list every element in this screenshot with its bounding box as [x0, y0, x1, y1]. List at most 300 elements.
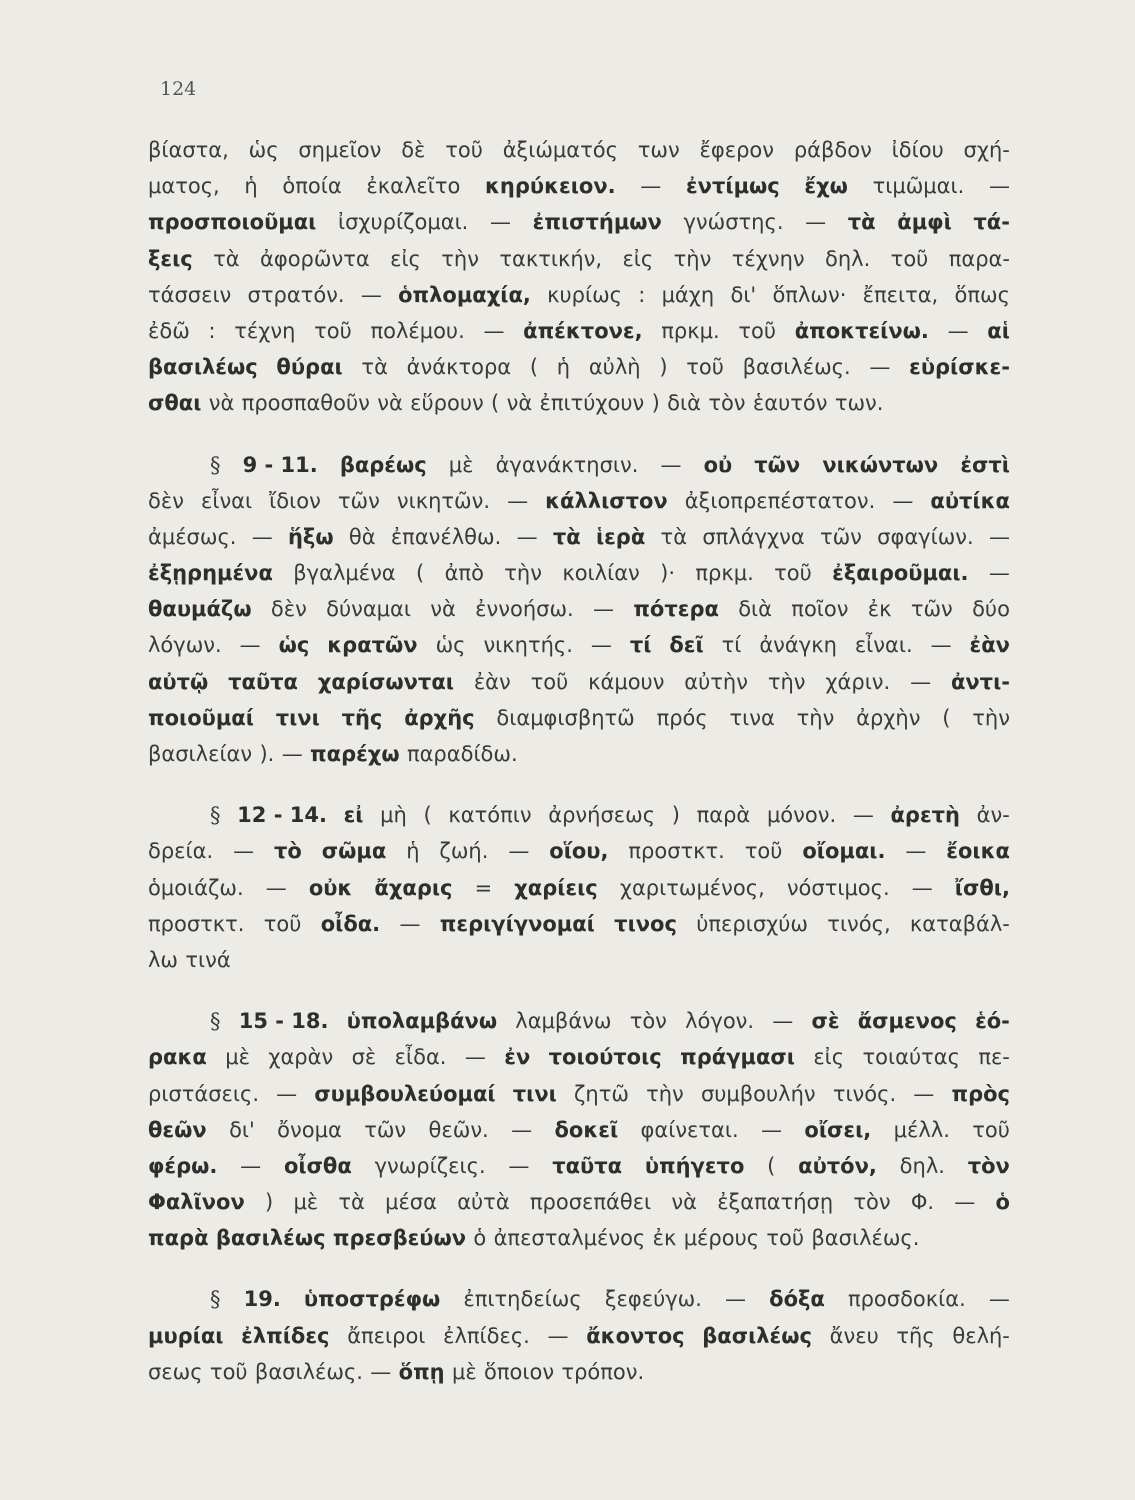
- text-line: [148, 942, 1010, 978]
- gloss-word: —: [399, 911, 421, 936]
- word: [344, 797, 364, 833]
- gloss-word: τοῦ: [766, 1226, 805, 1251]
- word: [185, 942, 230, 978]
- text-line: [148, 1354, 1010, 1390]
- word: [942, 700, 950, 736]
- word: [225, 1039, 250, 1075]
- text-line: [148, 483, 1010, 519]
- word: [725, 1281, 746, 1317]
- gloss-word: τινά: [185, 947, 231, 972]
- word: [380, 797, 407, 833]
- gloss-word: νόστιμος.: [786, 875, 890, 900]
- gloss-word: —: [910, 669, 932, 694]
- word: [148, 519, 236, 555]
- gloss-word: ἀξιοπρεπέστατον.: [684, 488, 876, 513]
- gloss-word: τιμῶμαι.: [872, 174, 965, 199]
- gloss-word: —: [276, 1081, 298, 1106]
- word: [596, 519, 645, 555]
- word: [410, 385, 484, 421]
- gloss-word: μόνον.: [766, 803, 837, 828]
- word: [804, 168, 848, 204]
- word: [795, 313, 929, 349]
- gloss-word: (: [416, 561, 425, 586]
- gloss-word: ὡς: [248, 138, 279, 162]
- text-line: [148, 1112, 1010, 1148]
- gloss-word: τὴν: [972, 705, 1010, 730]
- word: [298, 132, 381, 168]
- word: [804, 1112, 871, 1148]
- gloss-word: :: [638, 282, 646, 307]
- gloss-word: δρεία.: [148, 839, 214, 864]
- gloss-word: —: [233, 839, 255, 864]
- gloss-word: —: [240, 1153, 262, 1178]
- word: [661, 519, 688, 555]
- word: [375, 1148, 486, 1184]
- section-mark: §: [210, 803, 221, 828]
- gloss-word: πρός: [656, 705, 708, 730]
- lemma-term: τὰ: [552, 524, 581, 549]
- word: [802, 833, 885, 869]
- word: [964, 132, 1010, 168]
- word: [293, 1184, 318, 1220]
- lemma-term: παρέχω: [310, 742, 400, 766]
- word: [812, 1003, 840, 1039]
- word: [540, 385, 645, 421]
- gloss-word: εἰς: [622, 246, 654, 271]
- gloss-word: τῶν: [364, 1117, 407, 1142]
- word: [494, 1220, 646, 1256]
- word: [407, 349, 511, 385]
- lemma-term: συμβουλεύομαί: [314, 1081, 496, 1106]
- word: [946, 833, 1010, 869]
- gloss-word: τρόπον.: [561, 1359, 645, 1384]
- word: [503, 132, 618, 168]
- gloss-word: τὴν: [673, 246, 712, 271]
- paragraph-gap: [148, 1256, 1010, 1281]
- word: [441, 241, 479, 277]
- gloss-word: κοιλίαν: [562, 561, 640, 586]
- word: [314, 1076, 495, 1112]
- word: [370, 313, 464, 349]
- gloss-word: σφαγίων.: [877, 524, 974, 549]
- word: [228, 664, 298, 700]
- word: [276, 349, 342, 385]
- gloss-word: νὰ: [430, 597, 456, 622]
- word: [213, 241, 240, 277]
- gloss-word: —: [988, 1287, 1010, 1312]
- word: [255, 1354, 363, 1390]
- gloss-word: δὲν: [270, 597, 307, 622]
- word: [685, 1003, 754, 1039]
- word: [148, 132, 229, 168]
- word: [645, 1148, 745, 1184]
- word: [900, 1148, 945, 1184]
- lemma-term: νικώντων: [822, 452, 939, 477]
- lemma-term: τὸν: [967, 1153, 1010, 1178]
- section-mark: §: [210, 1009, 221, 1034]
- lemma-term: ἀποκτείνω.: [794, 318, 929, 343]
- word: [732, 241, 805, 277]
- gloss-word: εἶδα.: [394, 1045, 447, 1070]
- word: [686, 349, 724, 385]
- gloss-word: τοῦ: [738, 318, 777, 343]
- gloss-word: τοῦ: [744, 839, 783, 864]
- word: [338, 483, 380, 519]
- gloss-word: —: [947, 318, 969, 343]
- word: [269, 483, 321, 519]
- word: [858, 1003, 957, 1039]
- word: [695, 555, 753, 591]
- lemma-term: θύραι: [276, 355, 343, 380]
- lemma-term: ἐντίμως: [685, 174, 780, 199]
- gloss-word: μὲ: [225, 1045, 250, 1070]
- text-line: [148, 797, 1010, 833]
- gloss-word: ἐκ: [652, 1226, 677, 1251]
- gloss-word: λόγον.: [685, 1009, 755, 1034]
- lemma-term: πράγμασι: [680, 1045, 795, 1070]
- gloss-word: τὸν: [629, 1009, 667, 1034]
- word: [989, 519, 1010, 555]
- lemma-term: εὑρίσκε-: [909, 355, 1010, 380]
- gloss-word: ἀνάκτορα: [406, 355, 512, 380]
- lemma-term: ἐξῃρημένα: [148, 561, 273, 586]
- word: [702, 1318, 812, 1354]
- word: [553, 519, 581, 555]
- lemma-term: δεῖ: [669, 633, 704, 658]
- word: [972, 700, 1010, 736]
- gloss-word: κάμουν: [588, 669, 665, 694]
- gloss-word: τοῦ: [445, 138, 483, 162]
- word: [349, 519, 376, 555]
- gloss-word: ζητῶ: [573, 1081, 629, 1106]
- word: [661, 313, 719, 349]
- gloss-word: ἔπειτα,: [862, 282, 939, 307]
- word: [496, 700, 634, 736]
- word: [630, 627, 652, 663]
- word: [490, 204, 511, 240]
- word: [949, 241, 1010, 277]
- lemma-term: περιγίγνομαί: [439, 911, 595, 936]
- text-line: [148, 519, 1010, 555]
- gloss-word: δὲ: [401, 138, 426, 162]
- lemma-term: κηρύκειον.: [485, 174, 616, 199]
- text-line: [148, 313, 1010, 349]
- lemma-term: ἥξω: [287, 524, 334, 549]
- word: [930, 483, 1010, 519]
- gloss-word: πρκμ.: [661, 318, 720, 343]
- lemma-term: σὲ: [811, 1009, 840, 1034]
- gloss-word: )·: [660, 561, 675, 586]
- word: [259, 736, 274, 772]
- gloss-word: νὰ: [506, 391, 533, 416]
- word: [549, 1039, 662, 1075]
- gloss-word: προσεπάθει: [529, 1190, 652, 1215]
- gloss-word: τῶν: [337, 488, 380, 513]
- word: [361, 277, 382, 313]
- lemma-term: βασιλέως: [215, 1226, 326, 1251]
- lemma-term: ἐπιστήμων: [532, 210, 662, 235]
- lemma-term: τῶν: [754, 452, 801, 477]
- gloss-word: μέλλ.: [893, 1117, 950, 1142]
- word: [530, 1184, 651, 1220]
- word: [641, 1112, 739, 1148]
- word: [399, 1354, 445, 1390]
- gloss-word: αὐτὰ: [457, 1190, 510, 1215]
- gloss-word: —: [593, 597, 615, 622]
- word: [591, 627, 612, 663]
- gloss-word: πρκμ.: [695, 561, 754, 586]
- word: [855, 627, 913, 663]
- word: [708, 385, 745, 421]
- word: [496, 447, 639, 483]
- word: [868, 591, 892, 627]
- lemma-term: ὑπήγετο: [644, 1153, 745, 1178]
- lemma-term: σθαι: [148, 391, 202, 416]
- gloss-word: εἶναι.: [854, 633, 913, 658]
- word: [404, 700, 474, 736]
- word: [429, 1112, 489, 1148]
- gloss-word: βγαλμένα: [293, 561, 396, 586]
- word: [931, 627, 952, 663]
- word: [465, 1039, 486, 1075]
- word: [268, 1039, 333, 1075]
- gloss-word: —: [660, 452, 682, 477]
- word: [530, 349, 538, 385]
- lemma-term: σῶμα: [321, 839, 387, 864]
- lemma-term: αἱ: [987, 318, 1010, 343]
- gloss-word: τῶν: [819, 524, 862, 549]
- word: [243, 447, 318, 483]
- gloss-word: ἀρχὴν: [856, 705, 921, 730]
- word: [766, 1220, 804, 1256]
- word: [975, 1003, 1010, 1039]
- gloss-word: θὰ: [348, 524, 376, 549]
- word: [148, 591, 252, 627]
- gloss-word: Φ.: [910, 1190, 935, 1215]
- gloss-word: μέσα: [385, 1190, 437, 1215]
- lemma-term: οἶσθα: [283, 1153, 352, 1178]
- word: [377, 385, 403, 421]
- gloss-word: ζωή.: [439, 839, 489, 864]
- word: [848, 1281, 966, 1317]
- word: [507, 385, 533, 421]
- text-line: [148, 591, 1010, 627]
- lemma-term: θαυμάζω: [148, 597, 252, 622]
- gloss-word: παρὰ: [696, 803, 751, 828]
- word: [652, 385, 660, 421]
- gloss-word: ἔφερον: [699, 138, 775, 162]
- paragraph: [148, 1003, 1010, 1256]
- lemma-term: ἀπέκτονε,: [523, 318, 643, 343]
- gloss-word: ἐκαλεῖτο: [366, 174, 461, 199]
- word: [955, 870, 1010, 906]
- lemma-term: ξεις: [148, 246, 193, 271]
- lemma-term: ὑποστρέφω: [303, 1287, 441, 1312]
- gloss-word: πε-: [978, 1045, 1010, 1070]
- gloss-word: μὲ: [293, 1190, 319, 1215]
- word: [827, 906, 890, 942]
- word: [848, 204, 876, 240]
- gloss-word: βίαστα,: [148, 138, 229, 162]
- gloss-word: —: [640, 174, 662, 199]
- lemma-term: οἶδα.: [320, 911, 381, 936]
- word: [148, 277, 231, 313]
- word: [614, 906, 677, 942]
- word: [321, 906, 380, 942]
- word: [672, 797, 680, 833]
- word: [445, 132, 483, 168]
- gloss-word: τί: [721, 633, 742, 658]
- word: [148, 736, 252, 772]
- gloss-word: :: [208, 318, 216, 343]
- gloss-word: —: [761, 1117, 783, 1142]
- gloss-word: τέχνην: [731, 246, 805, 271]
- gloss-word: —: [251, 524, 273, 549]
- word: [892, 132, 944, 168]
- paragraph-gap: [148, 772, 1010, 797]
- word: [863, 1039, 960, 1075]
- word: [574, 1076, 629, 1112]
- gloss-word: γνωρίζεις.: [374, 1153, 486, 1178]
- word: [853, 1184, 890, 1220]
- lemma-term: τί: [629, 633, 652, 658]
- lemma-term: τῆς: [341, 705, 383, 730]
- text-line: [148, 349, 1010, 385]
- lemma-term: πρὸς: [951, 1081, 1010, 1106]
- word: [662, 277, 715, 313]
- gloss-word: κυρίως: [547, 282, 622, 307]
- lemma-term: ποιοῦμαί: [148, 705, 254, 730]
- gloss-word: —: [507, 488, 529, 513]
- lemma-term: 12 - 14.: [237, 803, 327, 828]
- text-line: [148, 277, 1010, 313]
- word: [630, 1003, 667, 1039]
- text-line: [148, 1003, 1010, 1039]
- word: [547, 277, 622, 313]
- word: [397, 483, 490, 519]
- word: [978, 1039, 1010, 1075]
- gloss-word: —: [988, 524, 1010, 549]
- gloss-word: προσδοκία.: [847, 1287, 966, 1312]
- word: [761, 1112, 782, 1148]
- gloss-word: εἶναι: [200, 488, 253, 513]
- word: [661, 447, 682, 483]
- gloss-word: τινός,: [827, 911, 891, 936]
- word: [385, 1184, 437, 1220]
- lemma-term: τὸ: [274, 839, 302, 864]
- gloss-word: —: [911, 875, 933, 900]
- word: [759, 627, 837, 663]
- word: [209, 385, 235, 421]
- gloss-word: θεῶν.: [428, 1117, 489, 1142]
- word: [533, 204, 662, 240]
- gloss-word: (: [491, 391, 500, 416]
- gloss-word: δὲν: [148, 488, 184, 513]
- word: [148, 664, 208, 700]
- gloss-word: ἄπειροι: [347, 1323, 426, 1348]
- word: [589, 349, 641, 385]
- word: [148, 483, 184, 519]
- word: [856, 700, 920, 736]
- gloss-word: —: [869, 355, 891, 380]
- gloss-word: βασιλείαν: [148, 742, 253, 766]
- gloss-word: των: [637, 138, 680, 162]
- word: [767, 797, 836, 833]
- lemma-term: ἐλπίδες: [241, 1323, 330, 1348]
- word: [148, 1184, 245, 1220]
- word: [475, 591, 574, 627]
- gloss-word: τινός.: [832, 1081, 897, 1106]
- gloss-word: ὑπερισχύω: [696, 911, 808, 936]
- gloss-word: ).: [259, 742, 275, 766]
- lemma-term: παρὰ: [148, 1226, 209, 1251]
- gloss-word: ἰσχυρίζομαι.: [337, 210, 469, 235]
- lemma-term: μυρίαι: [148, 1323, 224, 1348]
- text-line: [148, 447, 1010, 483]
- word: [730, 700, 775, 736]
- lemma-term: ἑό-: [975, 1009, 1010, 1034]
- word: [507, 483, 528, 519]
- word: [987, 313, 1010, 349]
- word: [249, 132, 279, 168]
- gloss-word: —: [265, 875, 287, 900]
- gloss-word: —: [508, 1153, 530, 1178]
- word: [531, 664, 569, 700]
- word: [210, 447, 221, 483]
- word: [622, 241, 653, 277]
- gloss-word: διὰ: [667, 391, 701, 416]
- word: [894, 1112, 950, 1148]
- word: [399, 906, 420, 942]
- word: [452, 1354, 477, 1390]
- gloss-word: δύο: [972, 597, 1010, 622]
- word: [395, 1039, 447, 1075]
- gloss-word: γνώστης.: [683, 210, 784, 235]
- word: [282, 736, 303, 772]
- text-line: [148, 1281, 1010, 1317]
- word: [485, 168, 616, 204]
- gloss-word: —: [805, 210, 827, 235]
- word: [684, 664, 748, 700]
- word: [891, 241, 929, 277]
- word: [457, 1184, 509, 1220]
- word: [364, 1112, 406, 1148]
- lemma-term: ὑπολαμβάνω: [346, 1009, 498, 1034]
- gloss-word: τῶν: [910, 597, 953, 622]
- gloss-word: παραδίδω.: [406, 742, 518, 766]
- gloss-word: βασιλέως.: [742, 355, 851, 380]
- word: [439, 833, 488, 869]
- gloss-word: σεως: [148, 1359, 203, 1384]
- lemma-term: 19.: [243, 1287, 281, 1312]
- lemma-term: ἄσμενος: [857, 1009, 957, 1034]
- word: [671, 1184, 697, 1220]
- lemma-term: αὐτόν,: [798, 1153, 877, 1178]
- word: [549, 833, 608, 869]
- word: [830, 1318, 879, 1354]
- word: [910, 906, 1010, 942]
- lemma-term: κρατῶν: [327, 633, 418, 658]
- word: [210, 1003, 221, 1039]
- word: [390, 241, 421, 277]
- word: [148, 627, 222, 663]
- word: [148, 1318, 223, 1354]
- word: [208, 313, 215, 349]
- lemma-term: οἴομαι.: [802, 839, 886, 864]
- word: [730, 277, 756, 313]
- gloss-word: τέχνη: [234, 318, 296, 343]
- word: [952, 1318, 1010, 1354]
